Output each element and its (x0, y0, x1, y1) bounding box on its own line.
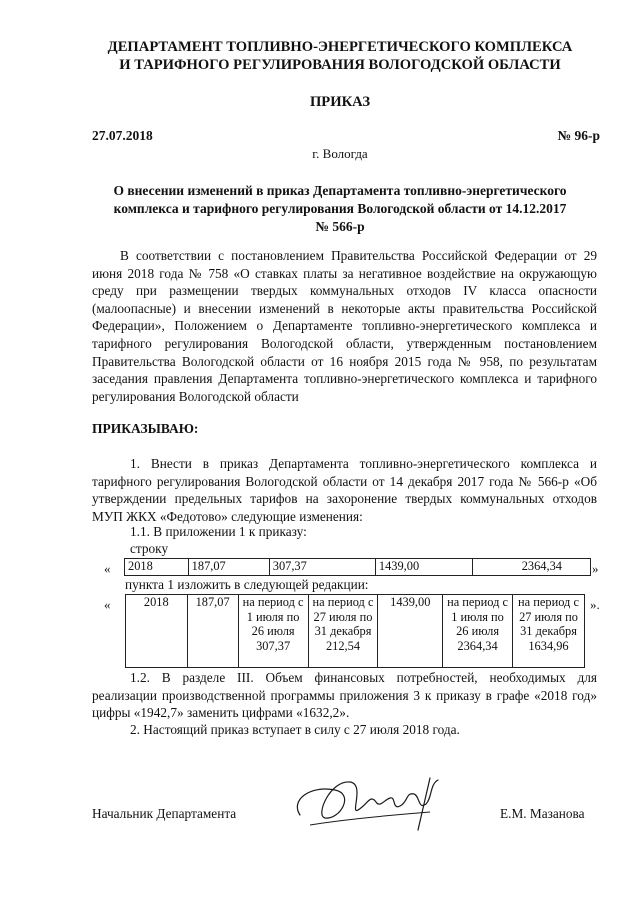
organization-name (70, 38, 610, 74)
item-1-1: 1.1. В приложении 1 к приказу: (130, 524, 307, 539)
table-cell: на период с 27 июля по 31 декабря 1634,96 (513, 595, 585, 668)
table-cell: 187,07 (187, 595, 238, 668)
table-row (126, 595, 585, 668)
table-cell: 187,07 (188, 559, 269, 576)
old-row-table (124, 558, 591, 576)
table-cell: 2018 (126, 595, 188, 668)
document-city: г. Вологда (312, 146, 368, 161)
table-cell: 2018 (125, 559, 189, 576)
document-date: 27.07.2018 (92, 128, 153, 143)
document-type: ПРИКАЗ (309, 94, 371, 110)
table-row (125, 559, 591, 576)
signatory-position: Начальник Департамента (92, 806, 237, 821)
new-row-quote-close: ». (590, 597, 600, 612)
handwritten-signature (280, 770, 450, 840)
item-1-2-paragraph: 1.2. В разделе III. Объем финансовых потребностей, необходимых для реализации производственной программы приложения 3 к приказу в графе «2018 год» цифры «1942,7» заменить цифрами «1632,2». (92, 670, 597, 721)
organization-line-1: ДЕПАРТАМЕНТ ТОПЛИВНО-ЭНЕРГЕТИЧЕСКОГО КОМПЛЕКСА (107, 39, 573, 55)
document-number: № 96-р (557, 128, 600, 143)
signatory-name: Е.М. Мазанова (500, 806, 585, 821)
old-row-quote-open: « (104, 561, 111, 576)
item-1-paragraph: 1. Внести в приказ Департамента топливно-энергетического комплекса и тарифного регулирования Вологодской области от 14 декабря 2017 года № 566-р «Об утверждении предельных тарифов на захоронение твердых коммунальных отходов МУП ЖКХ «Федотово» следующие изменения: (92, 456, 597, 524)
new-row-quote-open: « (104, 597, 111, 612)
organization-line-2: И ТАРИФНОГО РЕГУЛИРОВАНИЯ ВОЛОГОДСКОЙ ОБЛАСТИ (119, 57, 561, 73)
replace-label: пункта 1 изложить в следующей редакции: (125, 577, 369, 592)
table-cell: 2364,34 (473, 559, 591, 576)
table-cell: на период с 1 июля по 26 июля 2364,34 (443, 595, 513, 668)
new-row-table (125, 594, 585, 668)
line-label: строку (130, 541, 169, 556)
old-row-quote-close: » (592, 561, 599, 576)
order-word: ПРИКАЗЫВАЮ: (92, 421, 199, 436)
item-2: 2. Настоящий приказ вступает в силу с 27 июля 2018 года. (130, 722, 460, 737)
table-cell: 1439,00 (375, 559, 472, 576)
table-cell: 307,37 (269, 559, 375, 576)
table-cell: на период с 27 июля по 31 декабря 212,54 (308, 595, 378, 668)
table-cell: на период с 1 июля по 26 июля 307,37 (238, 595, 308, 668)
preamble-paragraph: В соответствии с постановлением Правительства Российской Федерации от 29 июня 2018 года № 758 «О ставках платы за негативное воздействие на окружающую среду при размещении твердых коммунальных отходов IV класса опасности (малоопасные) и внесении изменений в некоторые акты правительства Российской Федерации», Положением о Департаменте топливно-энергетического комплекса и тарифного регулирования Вологодской области, утвержденным постановлением Правительства Вологодской области от 16 ноября 2015 года № 958, по результатам заседания правления Департамента топливно-энергетического комплекса и тарифного регулирования Вологодской области (92, 248, 597, 404)
table-cell: 1439,00 (378, 595, 443, 668)
document-title: О внесении изменений в приказ Департамента топливно-энергетического комплекса и тарифного регулирования Вологодской области от 14.12.2017 № 566-р (113, 183, 567, 234)
